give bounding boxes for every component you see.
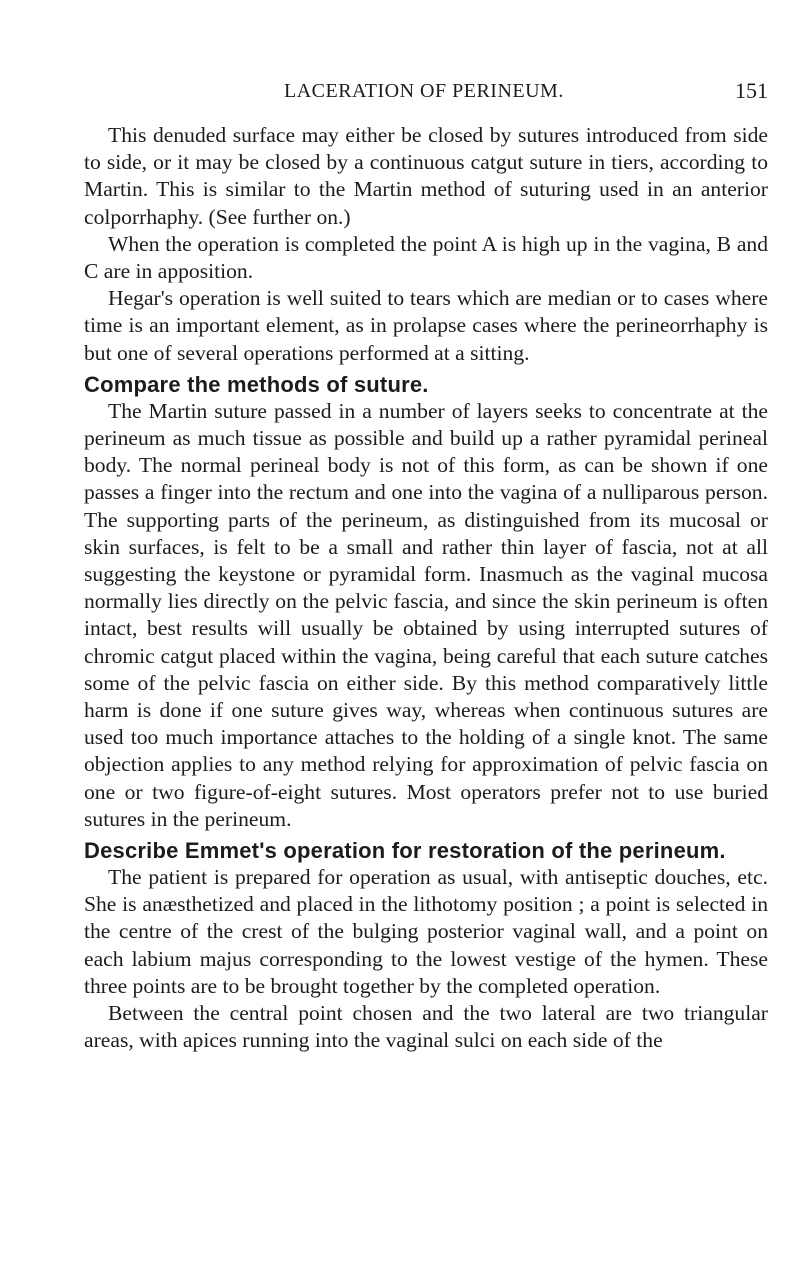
body-text bbox=[84, 122, 768, 1055]
heading-emmet-operation: Describe Emmet's operation for restoration of the perineum. bbox=[84, 838, 726, 864]
running-title: LACERATION OF PERINEUM. bbox=[284, 80, 564, 102]
paragraph-patient-prepared: The patient is prepared for operation as usual, with antiseptic douches, etc. She is anæsthetized and placed in the lithotomy position ; a point is selected in the centre of the crest of the bulging posterior vaginal wall, and a point on each labium majus corresponding to the lowest vestige of the hymen. These three points are to be brought together by the completed operation. bbox=[84, 865, 768, 998]
paragraph-hegar-operation: Hegar's operation is well suited to tears which are median or to cases where time is an important element, as in prolapse cases where the perineorrhaphy is but one of several operations performed at a sitting. bbox=[84, 286, 768, 365]
paragraph-sutures-denuded-surface: This denuded surface may either be closed by sutures introduced from side to side, or it may be closed by a continuous catgut suture in tiers, according to Martin. This is similar to the Martin method of suturing used in an anterior colporrhaphy. (See further on.) bbox=[84, 123, 768, 229]
paragraph-operation-completed: When the operation is completed the point A is high up in the vagina, B and C are in apposition. bbox=[84, 231, 768, 284]
page-number: 151 bbox=[735, 78, 768, 103]
heading-compare-methods: Compare the methods of suture. bbox=[84, 371, 429, 397]
running-head bbox=[84, 80, 768, 110]
paragraph-martin-suture: The Martin suture passed in a number of layers seeks to concentrate at the perineum as much tissue as possible and build up a rather pyramidal perineal body. The normal perineal body is not of this form, as can be shown if one passes a finger into the rectum and one into the vagina of a nulliparous person. The supporting parts of the perineum, as distinguished from its mucosal or skin surfaces, is felt to be a small and rather thin layer of fascia, not at all suggesting the keystone or pyramidal form. Inasmuch as the vaginal mucosa normally lies directly on the pelvic fascia, and since the skin perineum is often intact, best results will usually be obtained by using interrupted sutures of chromic catgut placed within the vagina, being careful that each suture catches some of the pelvic fascia on either side. By this method comparatively little harm is done if one suture gives way, whereas when continuous sutures are used too much importance attaches to the holding of a single knot. The same objection applies to any method relying for approximation of pelvic fascia on one or two figure-of-eight sutures. Most operators prefer not to use buried sutures in the perineum. bbox=[84, 398, 768, 831]
paragraph-triangular-areas: Between the central point chosen and the two lateral are two triangular areas, with apices running into the vaginal sulci on each side of the bbox=[84, 1001, 768, 1053]
